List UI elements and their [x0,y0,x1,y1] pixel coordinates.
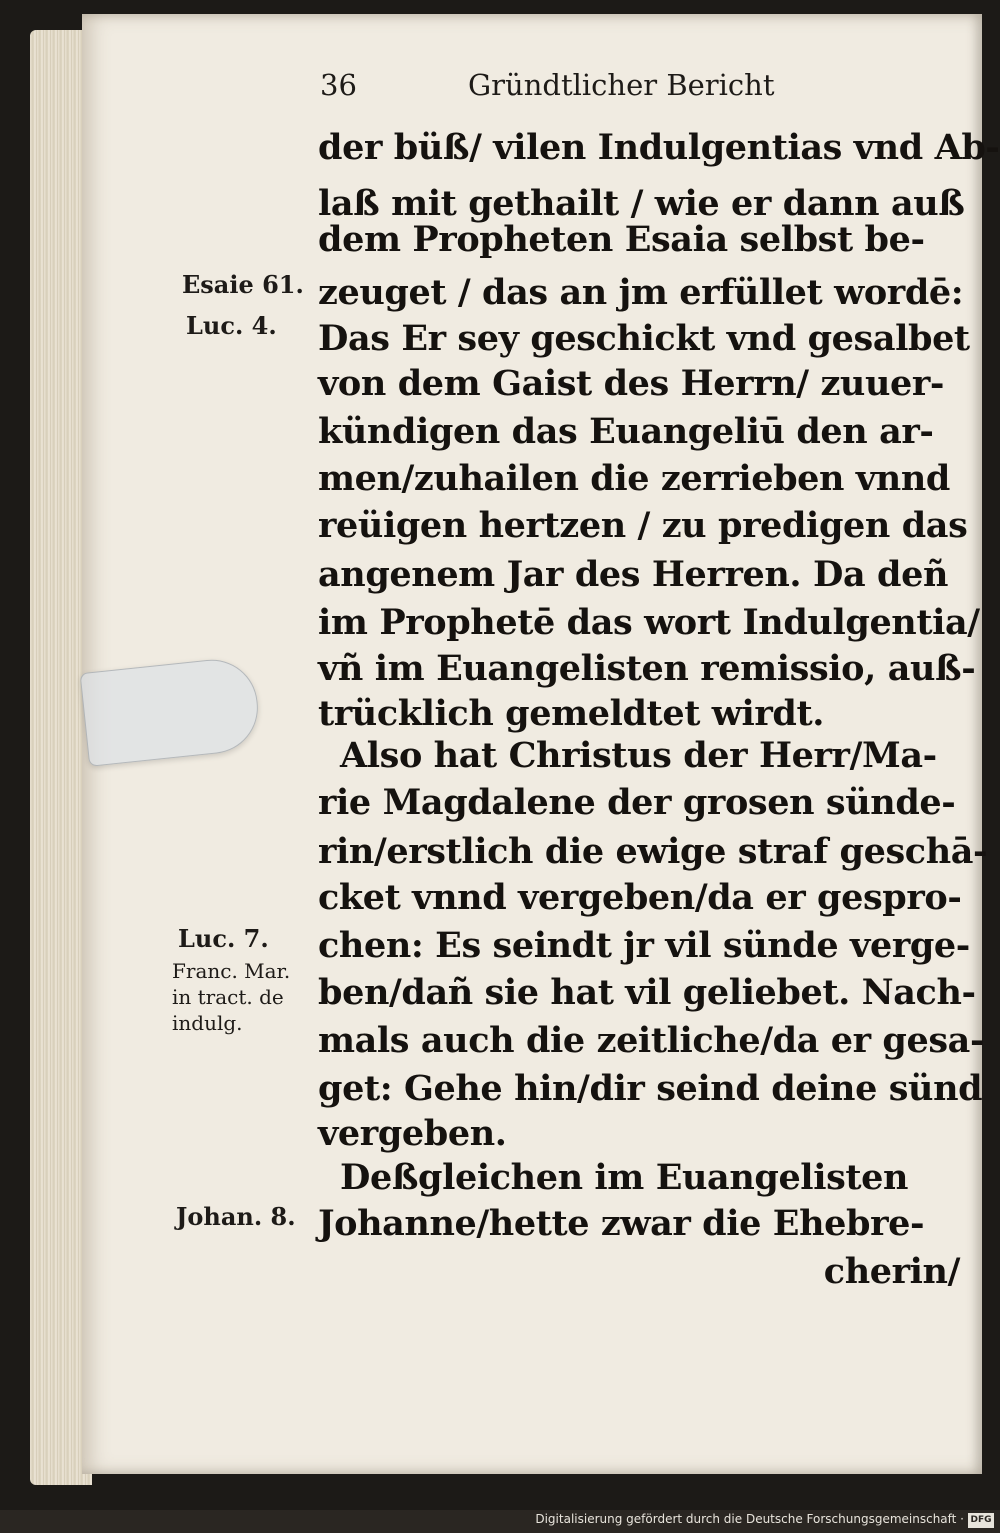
body-line: vergeben. [318,1113,507,1154]
running-title: Gründtlicher Bericht [468,68,775,102]
body-line: cket vnnd vergeben/da er gespro- [318,877,962,918]
funding-credit: Digitalisierung gefördert durch die Deutsche Forschungsgemeinschaft · [535,1512,964,1526]
body-line: zeuget / das an jm erfüllet wordē: [318,272,964,313]
body-line: vñ im Euangelisten remissio, auß- [318,648,976,689]
body-line: angenem Jar des Herren. Da deñ [318,554,948,595]
body-line: mals auch die zeitliche/da er gesa- [318,1020,985,1061]
margin-note-franc-line2: in tract. de [172,985,284,1009]
page-number: 36 [320,68,357,102]
body-line: rin/erstlich die ewige straf geschā- [318,831,988,872]
body-line: laß mit gethailt / wie er dann auß [318,183,965,224]
body-line: Deßgleichen im Euangelisten [340,1157,909,1198]
margin-note-luc7: Luc. 7. [178,924,269,953]
dfg-logo: DFG [968,1513,994,1528]
body-line: ben/dañ sie hat vil geliebet. Nach- [318,972,976,1013]
body-line: der büß/ vilen Indulgentias vnd Ab- [318,127,1000,168]
body-line: rie Magdalene der grosen sünde- [318,782,956,823]
body-line: reüigen hertzen / zu predigen das [318,505,968,546]
body-line: kündigen das Euangeliū den ar- [318,411,934,452]
catchword: cherin/ [823,1251,960,1292]
margin-note-luc4: Luc. 4. [186,311,277,340]
body-line: trücklich gemeldtet wirdt. [318,693,825,734]
body-line: im Prophetē das wort Indulgentia/ [318,602,980,643]
body-line: dem Propheten Esaia selbst be- [318,219,925,260]
body-line: Also hat Christus der Herr/Ma- [340,735,937,776]
body-line: get: Gehe hin/dir seind deine sünd [318,1068,983,1109]
body-line: chen: Es seindt jr vil sünde verge- [318,925,970,966]
body-line: Johanne/hette zwar die Ehebre- [318,1203,925,1244]
margin-note-franc-line1: Franc. Mar. [172,959,291,983]
margin-note-esaie: Esaie 61. [182,270,304,299]
margin-note-franc-line3: indulg. [172,1011,243,1035]
body-line: Das Er sey geschickt vnd gesalbet [318,318,970,359]
body-line: von dem Gaist des Herrn/ zuuer- [318,363,945,404]
transparent-page-tab [80,655,263,767]
margin-note-johan: Johan. 8. [176,1202,296,1231]
body-line: men/zuhailen die zerrieben vnnd [318,458,950,499]
